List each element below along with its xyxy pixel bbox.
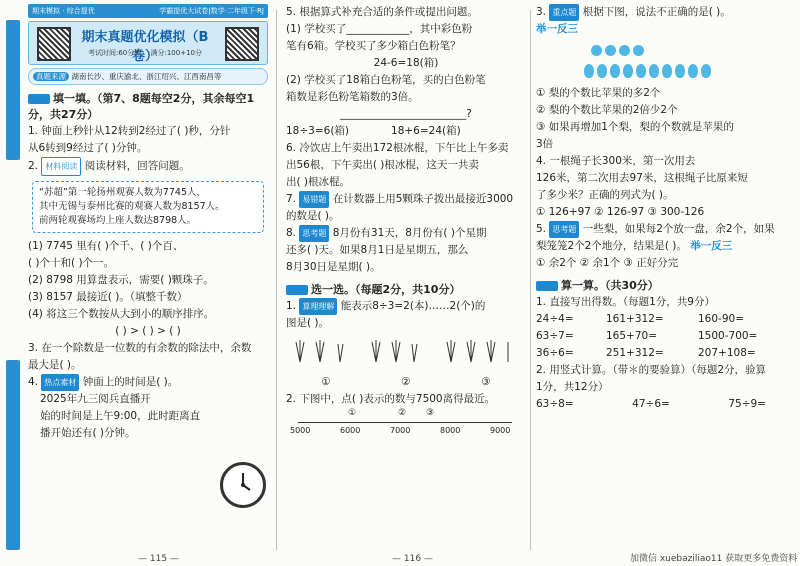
question-1a: 1. 钟面上秒针从12转到2经过了( )秒，分针 [28, 125, 231, 137]
tick-label: 7000 [390, 426, 411, 435]
column-divider [276, 10, 277, 550]
question-8b: 还多( )天。如果8月1日是星期五，那么 [286, 244, 469, 256]
arrow-3: ③ [426, 408, 435, 418]
side-decor-top [6, 20, 20, 160]
side-decor-bottom [6, 360, 20, 550]
tick-label: 5000 [290, 426, 311, 435]
question-2-2: (2) 8798 用算盘表示，需要( )颗珠子。 [28, 274, 214, 286]
page-title: 期末真题优化模拟（B卷） [81, 30, 209, 64]
question-5-2a: (2) 学校买了18箱白色粉笔，买的白色粉笔 [286, 74, 486, 86]
question-5: 5. 根据算式补充合适的条件或提出问题。 [286, 6, 478, 18]
question-2-1b: ( )个十和( )个一。 [28, 257, 115, 269]
question-6a: 6. 冷饮店上午卖出172根冰棍，下午比上午多卖 [286, 142, 509, 154]
question-5-2b: 箱数是彩色粉笔箱数的3倍。 [286, 91, 419, 103]
exam-score: 满分:100+10分 [150, 49, 202, 57]
banner-left: 期末模拟 · 综合提优 [32, 7, 95, 15]
number-line-axis [298, 422, 512, 423]
question-5-2d: 18÷3=6(箱) 18+6=24(箱) [286, 125, 461, 137]
question-4d: 播开始还有( )分钟。 [40, 427, 136, 439]
s3-tag: 重点题 [549, 4, 579, 21]
question-5-1b: 笔有6箱。学校买了多少箱白色粉笔？ [286, 40, 461, 52]
source-line [28, 68, 268, 85]
option-1[interactable]: ① [321, 376, 331, 388]
choice-3-opt3b: 3倍 [536, 138, 554, 150]
section-choose: 选一选。（每题2分，共10分） [286, 282, 526, 298]
option-2[interactable]: ② [401, 376, 411, 388]
choice-1b: 图是( )。 [286, 317, 330, 329]
choice-4b: 126米，第二次用去97米，这根绳子比原来短 [536, 172, 748, 184]
question-7: 7. 易错题 在计数器上用5颗珠子拨出最接近3000 [286, 191, 526, 208]
choice-3-opt3[interactable]: ③ 如果再增加1个梨，梨的个数就是苹果的 [536, 121, 734, 133]
tick-label: 9000 [490, 426, 511, 435]
column-left [28, 4, 268, 556]
choice-1: 1. 算理理解 能表示8÷3=2(本)……2(个)的 [286, 298, 526, 315]
calc-row: 63÷7= 165+70= 1500-700= [536, 330, 758, 342]
choice-3: 3. 重点题 根据下图，说法不正确的是( )。 [536, 4, 788, 21]
q4-tag: 热点素材 [41, 374, 79, 391]
question-2-3: (3) 8157 最接近( )。（填整千数） [28, 291, 188, 303]
question-5-1c: 24-6=18(箱) [373, 57, 439, 69]
tick-label: 8000 [440, 426, 461, 435]
source-tag: 真题来源 [33, 72, 69, 81]
calc-row: 36÷6= 251+312= 207+108= [536, 347, 756, 359]
q2-tag: 材料阅读 [41, 157, 81, 176]
question-2-4b: ( ) > ( ) > ( ) [115, 325, 181, 337]
banner-right: 学霸提优大试卷|数学·二年级下·RJ [159, 7, 264, 15]
calc-grid [536, 311, 788, 362]
question-3b: 最大是( )。 [28, 359, 82, 371]
choice-2: 2. 下图中，点( )表示的数与7500离得最近。 [286, 393, 496, 405]
question-4c: 始的时间是上午9:00，此时距离直 [40, 410, 201, 422]
arrow-1: ① [348, 408, 357, 418]
question-8: 8. 思考题 8月份有31天，8月份有( )个星期 [286, 225, 526, 242]
choice-4-options[interactable]: ① 126+97 ② 126-97 ③ 300-126 [536, 206, 705, 218]
question-3a: 3. 在一个除数是一位数的有余数的除法中，余数 [28, 342, 252, 354]
section-calc: 算一算。（共30分） [536, 278, 788, 294]
page-number: — 116 — [392, 554, 433, 564]
choice-5-options[interactable]: ① 余2个 ② 余1个 ③ 正好分完 [536, 257, 679, 269]
pears-row [584, 63, 788, 82]
choice-1-options [286, 374, 526, 391]
choice-4c: 了多少米？正确的列式为( )。 [536, 189, 674, 201]
choice-3-opt1[interactable]: ① 梨的个数比苹果的多2个 [536, 87, 661, 99]
calc-row: 24÷4= 161+312= 160-90= [536, 313, 744, 325]
follow-up-label: 举一反三 [536, 23, 578, 35]
qr-code-icon [225, 27, 259, 61]
source-text: 湖南长沙、重庆渝北、浙江绍兴、江西南昌等 [71, 72, 222, 81]
option-3[interactable]: ③ [481, 376, 491, 388]
choice-5: 5. 思考题 一些梨，如果每2个放一盘，余2个，如果 [536, 221, 788, 238]
calc-2a: 2. 用竖式计算。（带＊的要验算）（每题2分，验算 [536, 364, 767, 376]
question-2-1: (1) 7745 里有( )个千、( )个百、 [28, 240, 184, 252]
vertical-calc-row: 63÷8= 47÷6= 75÷9= [536, 398, 766, 410]
column-right [536, 4, 788, 556]
column-middle [286, 4, 526, 556]
question-5-1a: (1) 学校买了____________，其中彩色粉 [286, 23, 473, 35]
q7-tag: 易错题 [299, 191, 329, 208]
column-divider [530, 10, 531, 550]
clock-icon [220, 462, 266, 508]
question-6b: 出56根，下午卖出( )根冰棍，这天一共卖 [286, 159, 479, 171]
q8-tag: 思考题 [299, 225, 329, 242]
question-4: 4. 热点素材 钟面上的时间是( )。 [28, 374, 268, 391]
page-number: — 115 — [138, 554, 179, 564]
choice-3-opt2[interactable]: ② 梨的个数比苹果的2倍少2个 [536, 104, 678, 116]
question-4b: 2025年九三阅兵直播开 [40, 393, 151, 405]
footer-note: 加微信 xuebaziliao11 获取更多免费资料 [630, 554, 798, 564]
qr-code-icon [37, 27, 71, 61]
calc-2b: 1分，共12分） [536, 381, 609, 393]
exam-time: 考试时间:60分钟 [88, 49, 142, 57]
choice-5b: 梨笼笼2个2个地分，结果是( )。 举一反三 [536, 240, 733, 252]
s5-tag: 思考题 [549, 221, 579, 238]
header-title-card [28, 21, 268, 65]
number-line [290, 408, 520, 442]
question-2: 2. 材料阅读 阅读材料，回答问题。 [28, 157, 268, 176]
reading-material: “苏超”第一轮扬州观赛人数为7745人， 其中无锡与泰州比赛的观赛人数为8157人。 前两轮观赛场均上座人数达8798人。 [32, 181, 264, 233]
flower-groups-figure [286, 332, 526, 370]
question-1b: 从6转到9经过了( )分钟。 [28, 142, 148, 154]
question-6c: 出( )根冰棍。 [286, 176, 351, 188]
exam-info [75, 48, 215, 58]
apples-row [591, 41, 788, 60]
tick-label: 6000 [340, 426, 361, 435]
s1-tag: 算理理解 [299, 298, 337, 315]
question-5-2c: ________________________? [340, 108, 472, 120]
question-2-4: (4) 将这三个数按从大到小的顺序排序。 [28, 308, 215, 320]
question-8c: 8月30日是星期( )。 [286, 261, 381, 273]
section-fill: 填一填。（第7、8题每空2分，其余每空1分，共27分） [28, 92, 255, 121]
arrow-2: ② [398, 408, 407, 418]
header-banner [28, 4, 268, 18]
calc-1: 1. 直接写出得数。（每题1分，共9分） [536, 296, 715, 308]
question-7b: 的数是( )。 [286, 210, 340, 222]
choice-4a: 4. 一根绳子长300米，第一次用去 [536, 155, 696, 167]
